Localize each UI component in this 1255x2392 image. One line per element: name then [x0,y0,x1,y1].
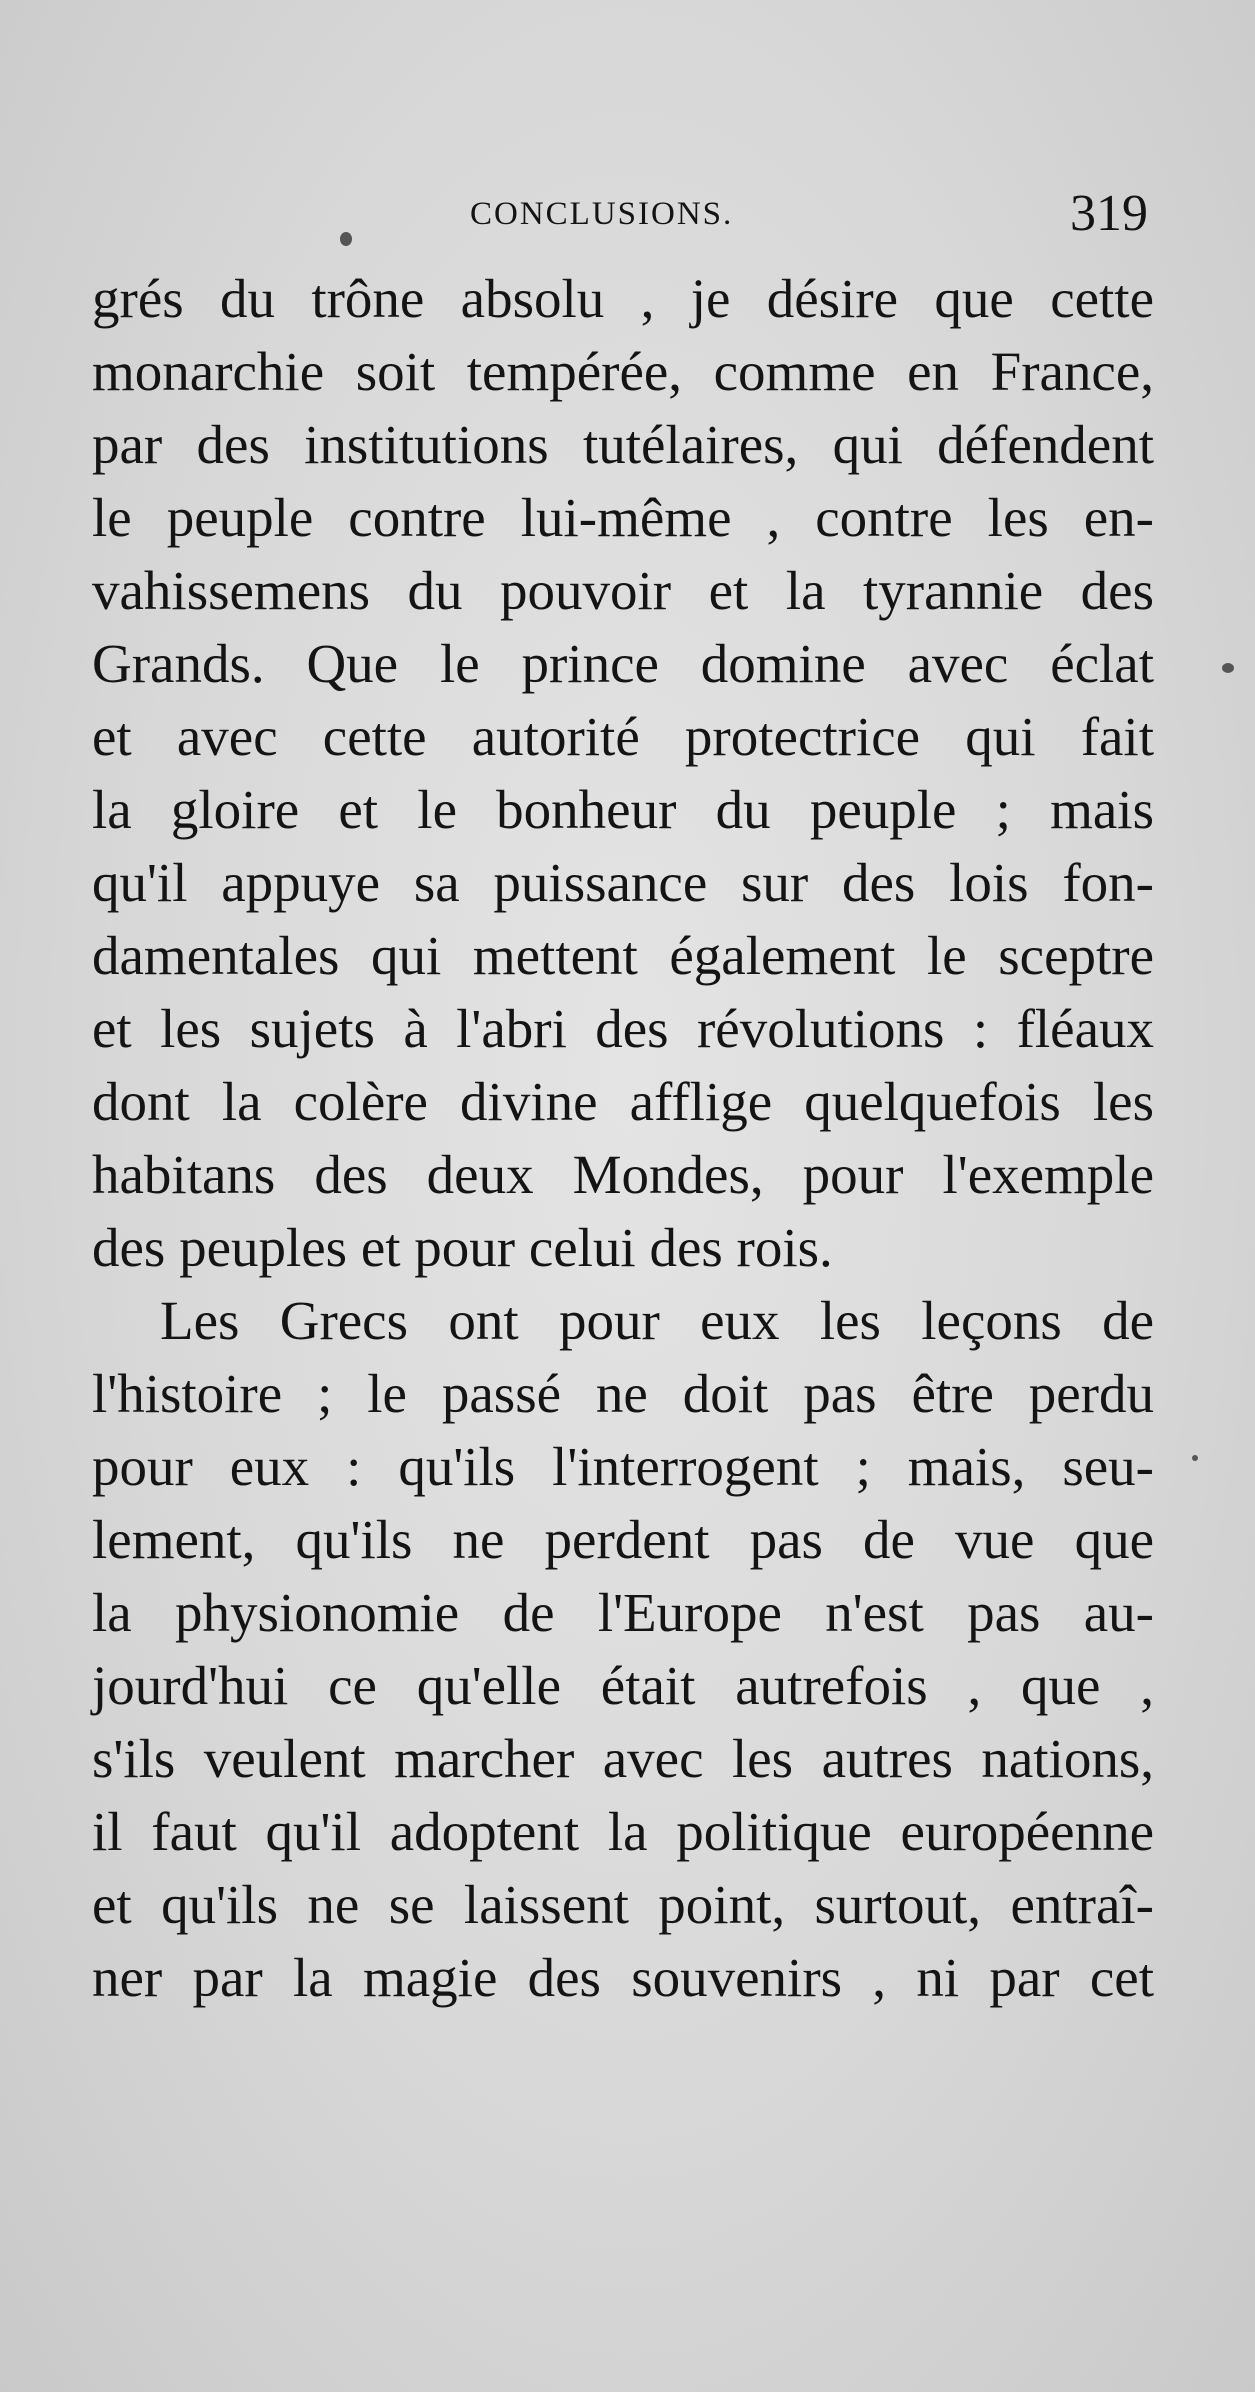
text-line: vahissemens du pouvoir et la tyrannie des [92,560,1154,621]
body-text [92,262,1154,2014]
text-line: la physionomie de l'Europe n'est pas au- [92,1582,1154,1643]
text-line: l'histoire ; le passé ne doit pas être perdu [92,1363,1154,1424]
text-line: habitans des deux Mondes, pour l'exemple [92,1144,1154,1205]
page-header [0,184,1255,254]
paragraph-first-line: Les Grecs ont pour eux les leçons de [160,1290,1154,1351]
text-line: et avec cette autorité protectrice qui fait [92,706,1154,767]
text-line: la gloire et le bonheur du peuple ; mais [92,779,1154,840]
text-line: dont la colère divine afflige quelquefois les [92,1071,1154,1132]
text-line: des peuples et pour celui des rois. [92,1217,833,1278]
page-number: 319 [1070,185,1148,242]
text-line: et les sujets à l'abri des révolutions : fléaux [92,998,1154,1059]
text-line: s'ils veulent marcher avec les autres nations, [92,1728,1154,1789]
text-line: Grands. Que le prince domine avec éclat [92,633,1154,694]
text-line: grés du trône absolu , je désire que cette [92,268,1154,329]
text-line: qu'il appuye sa puissance sur des lois fon- [92,852,1154,913]
running-head: CONCLUSIONS. [470,196,734,232]
text-line: lement, qu'ils ne perdent pas de vue que [92,1509,1154,1570]
text-line: monarchie soit tempérée, comme en France, [92,341,1154,402]
text-line: damentales qui mettent également le sceptre [92,925,1154,986]
text-line: ner par la magie des souvenirs , ni par cet [92,1947,1154,2008]
text-line: par des institutions tutélaires, qui défendent [92,414,1154,475]
text-line: jourd'hui ce qu'elle était autrefois , que , [92,1655,1154,1716]
ink-speck [1222,663,1234,673]
text-line: et qu'ils ne se laissent point, surtout, entraî- [92,1874,1154,1935]
ink-speck [1192,1455,1198,1461]
text-line: il faut qu'il adoptent la politique européenne [92,1801,1154,1862]
text-line: le peuple contre lui-même , contre les en- [92,487,1154,548]
text-line: pour eux : qu'ils l'interrogent ; mais, seu- [92,1436,1154,1497]
